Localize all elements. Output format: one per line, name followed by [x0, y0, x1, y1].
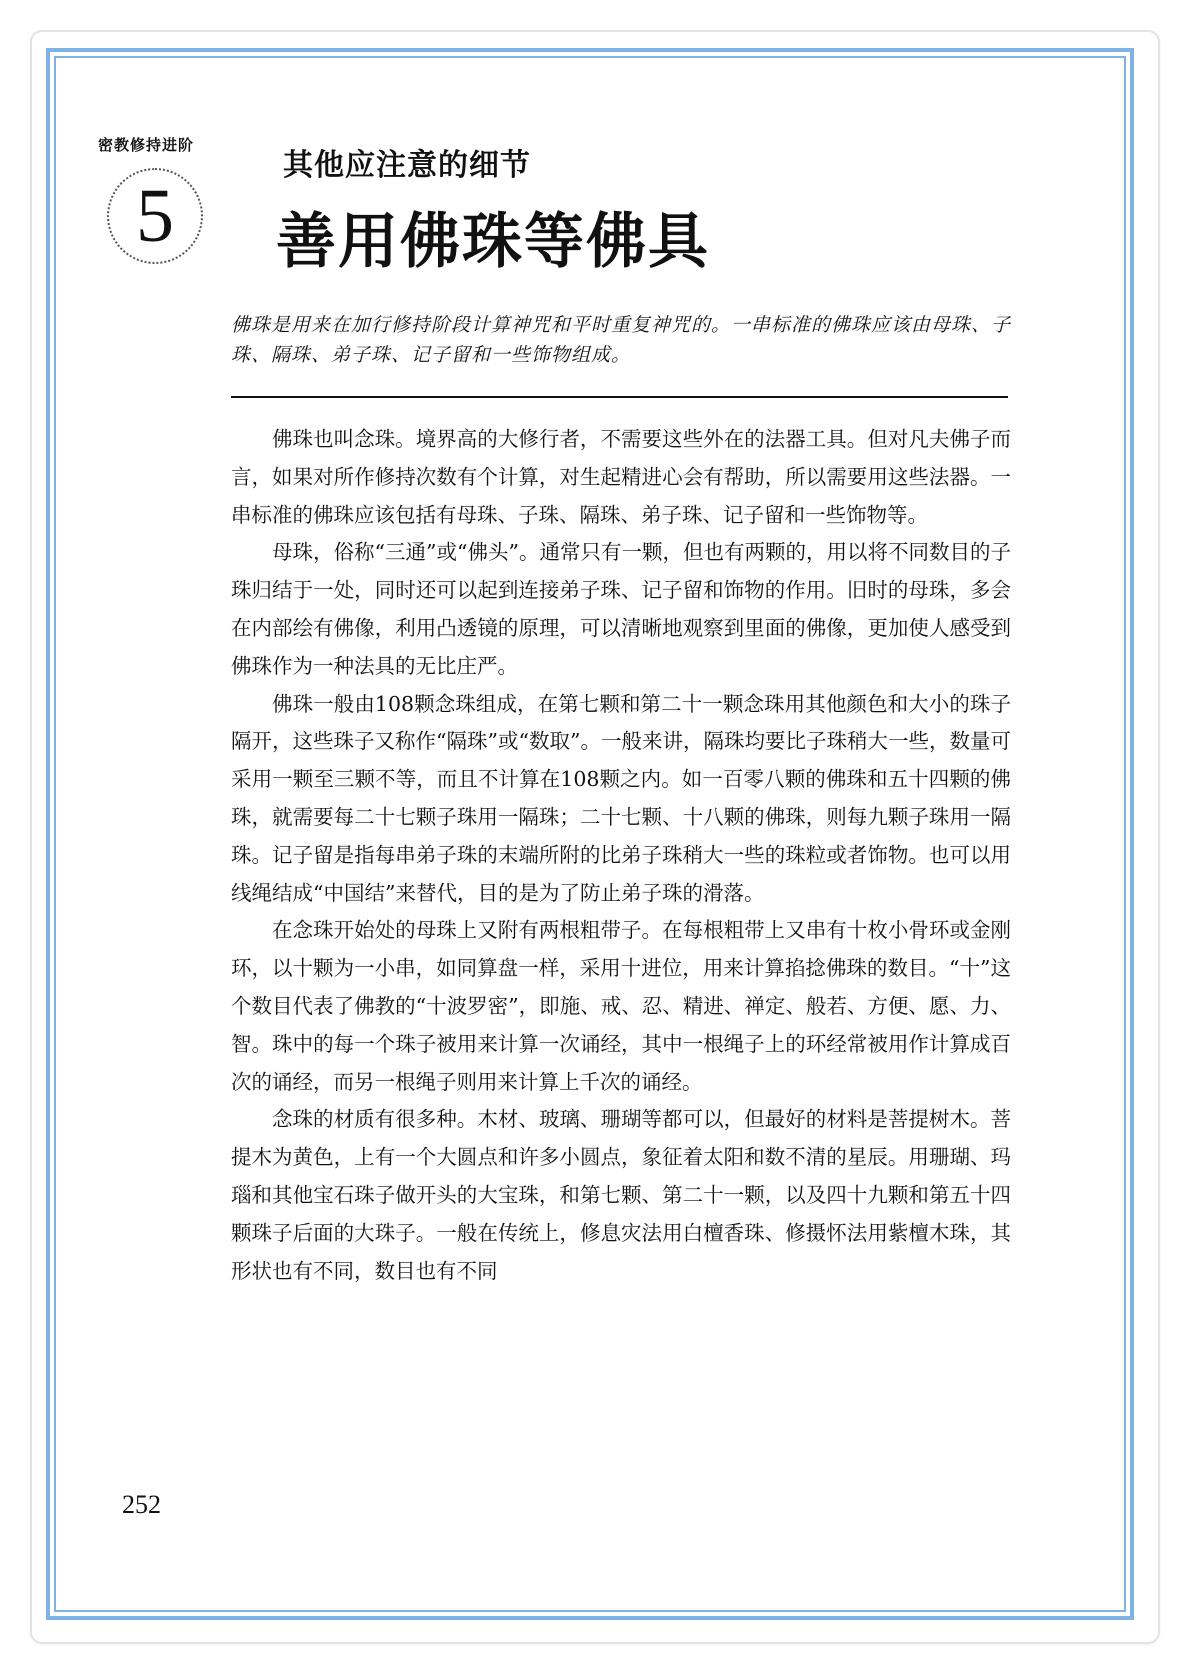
body-text — [231, 421, 1011, 1290]
series-label: 密教修持进阶 — [98, 136, 195, 154]
divider-rule — [231, 396, 1008, 398]
section-subtitle: 其他应注意的细节 — [283, 148, 531, 183]
summary-text: 佛珠是用来在加行修持阶段计算神咒和平时重复神咒的。一串标准的佛珠应该由母珠、子珠、隔珠、弟子珠、记子留和一些饰物组成。 — [231, 314, 1012, 366]
page-number: 252 — [122, 1490, 161, 1519]
chapter-number: 5 — [136, 174, 174, 258]
paragraph: 在念珠开始处的母珠上又附有两根粗带子。在每根粗带上又串有十枚小骨环或金刚环，以十颗为一小串，如同算盘一样，采用十进位，用来计算掐捻佛珠的数目。“十”这个数目代表了佛教的“十波罗密”，即施、戒、忍、精进、禅定、般若、方便、愿、力、智。珠中的每一个珠子被用来计算一次诵经，其中一根绳子上的环经常被用作计算成百次的诵经，而另一根绳子则用来计算上千次的诵经。 — [231, 918, 1011, 1094]
paragraph: 佛珠一般由108颗念珠组成，在第七颗和第二十一颗念珠用其他颜色和大小的珠子隔开，这些珠子又称作“隔珠”或“数取”。一般来讲，隔珠均要比子珠稍大一些，数量可采用一颗至三颗不等，而且不计算在108颗之内。如一百零八颗的佛珠和五十四颗的佛珠，就需要每二十七颗子珠用一隔珠；二十七颗、十八颗的佛珠，则每九颗子珠用一隔珠。记子留是指每串弟子珠的末端所附的比弟子珠稍大一些的珠粒或者饰物。也可以用线绳结成“中国结”来替代，目的是为了防止弟子珠的滑落。 — [231, 691, 1011, 905]
paragraph: 佛珠也叫念珠。境界高的大修行者，不需要这些外在的法器工具。但对凡夫佛子而言，如果对所作修持次数有个计算，对生起精进心会有帮助，所以需要用这些法器。一串标准的佛珠应该包括有母珠、子珠、隔珠、弟子珠、记子留和一些饰物等。 — [231, 427, 1011, 527]
page-title: 善用佛珠等佛具 — [276, 207, 710, 277]
paragraph: 念珠的材质有很多种。木材、玻璃、珊瑚等都可以，但最好的材料是菩提树木。菩提木为黄色，上有一个大圆点和许多小圆点，象征着太阳和数不清的星辰。用珊瑚、玛瑙和其他宝石珠子做开头的大宝珠，和第七颗、第二十一颗，以及四十九颗和第五十四颗珠子后面的大珠子。一般在传统上，修息灾法用白檀香珠、修摄怀法用紫檀木珠，其形状也有不同，数目也有不同 — [231, 1107, 1011, 1283]
paragraph: 母珠，俗称“三通”或“佛头”。通常只有一颗，但也有两颗的，用以将不同数目的子珠归结于一处，同时还可以起到连接弟子珠、记子留和饰物的作用。旧时的母珠，多会在内部绘有佛像，利用凸透镜的原理，可以清晰地观察到里面的佛像，更加使人感受到佛珠作为一种法具的无比庄严。 — [231, 540, 1011, 678]
